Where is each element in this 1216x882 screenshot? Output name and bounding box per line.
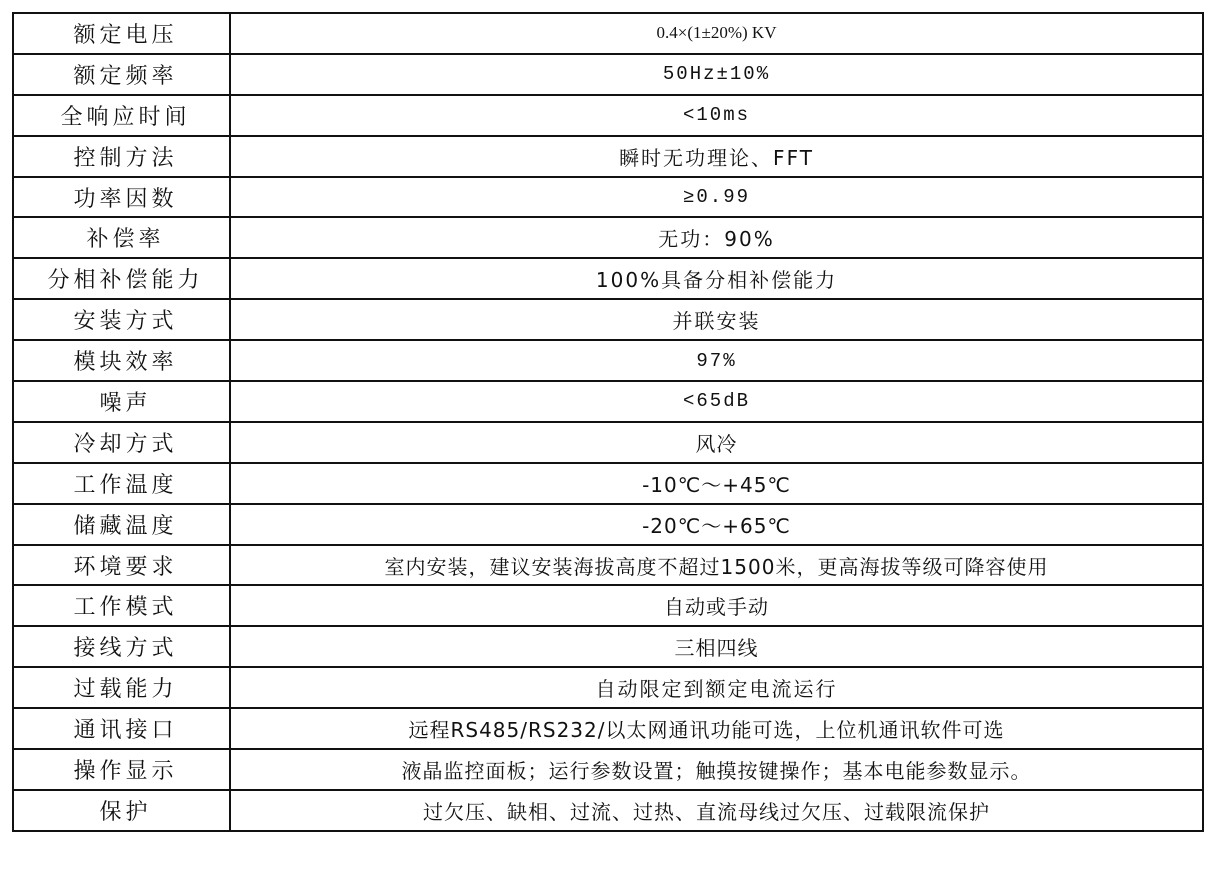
table-row — [13, 177, 1203, 218]
row-value-display: 液晶监控面板；运行参数设置；触摸按键操作；基本电能参数显示。 — [230, 749, 1203, 790]
row-value-module-efficiency: 97% — [230, 340, 1203, 381]
row-label-response-time: 全响应时间 — [13, 95, 230, 136]
table-row — [13, 217, 1203, 258]
row-label-control-method: 控制方法 — [13, 136, 230, 177]
row-value-work-mode: 自动或手动 — [230, 585, 1203, 626]
row-value-control-method: 瞬时无功理论、FFT — [230, 136, 1203, 177]
row-value-noise: <65dB — [230, 381, 1203, 422]
table-row — [13, 585, 1203, 626]
table-row — [13, 708, 1203, 749]
row-label-operating-temp: 工作温度 — [13, 463, 230, 504]
table-row — [13, 463, 1203, 504]
row-label-phase-compensation: 分相补偿能力 — [13, 258, 230, 299]
row-label-display: 操作显示 — [13, 749, 230, 790]
row-value-phase-compensation: 100%具备分相补偿能力 — [230, 258, 1203, 299]
spec-table — [12, 12, 1204, 832]
table-row — [13, 95, 1203, 136]
row-value-overload: 自动限定到额定电流运行 — [230, 667, 1203, 708]
table-row — [13, 545, 1203, 586]
row-label-communication: 通讯接口 — [13, 708, 230, 749]
row-label-cooling: 冷却方式 — [13, 422, 230, 463]
row-label-noise: 噪声 — [13, 381, 230, 422]
table-row — [13, 340, 1203, 381]
row-label-rated-frequency: 额定频率 — [13, 54, 230, 95]
row-label-installation: 安装方式 — [13, 299, 230, 340]
row-label-overload: 过载能力 — [13, 667, 230, 708]
row-value-compensation-rate: 无功：90% — [230, 217, 1203, 258]
table-row — [13, 626, 1203, 667]
table-row — [13, 667, 1203, 708]
row-value-environment: 室内安装，建议安装海拔高度不超过1500米，更高海拔等级可降容使用 — [230, 545, 1203, 586]
row-value-protection: 过欠压、缺相、过流、过热、直流母线过欠压、过载限流保护 — [230, 790, 1203, 831]
row-value-rated-voltage: 0.4×(1±20%) KV — [230, 13, 1203, 54]
table-row — [13, 381, 1203, 422]
row-value-rated-frequency: 50Hz±10% — [230, 54, 1203, 95]
row-value-wiring: 三相四线 — [230, 626, 1203, 667]
row-label-protection: 保护 — [13, 790, 230, 831]
table-row — [13, 790, 1203, 831]
row-value-operating-temp: -10℃～+45℃ — [230, 463, 1203, 504]
row-label-wiring: 接线方式 — [13, 626, 230, 667]
row-value-cooling: 风冷 — [230, 422, 1203, 463]
row-value-storage-temp: -20℃～+65℃ — [230, 504, 1203, 545]
row-label-storage-temp: 储藏温度 — [13, 504, 230, 545]
row-value-installation: 并联安装 — [230, 299, 1203, 340]
row-value-power-factor: ≥0.99 — [230, 177, 1203, 218]
table-row — [13, 504, 1203, 545]
table-row — [13, 136, 1203, 177]
row-label-module-efficiency: 模块效率 — [13, 340, 230, 381]
table-row — [13, 299, 1203, 340]
row-label-compensation-rate: 补偿率 — [13, 217, 230, 258]
row-label-rated-voltage: 额定电压 — [13, 13, 230, 54]
table-row — [13, 54, 1203, 95]
table-row — [13, 13, 1203, 54]
row-label-work-mode: 工作模式 — [13, 585, 230, 626]
table-row — [13, 422, 1203, 463]
row-label-environment: 环境要求 — [13, 545, 230, 586]
table-row — [13, 749, 1203, 790]
row-label-power-factor: 功率因数 — [13, 177, 230, 218]
row-value-communication: 远程RS485/RS232/以太网通讯功能可选，上位机通讯软件可选 — [230, 708, 1203, 749]
table-row — [13, 258, 1203, 299]
row-value-response-time: <10ms — [230, 95, 1203, 136]
